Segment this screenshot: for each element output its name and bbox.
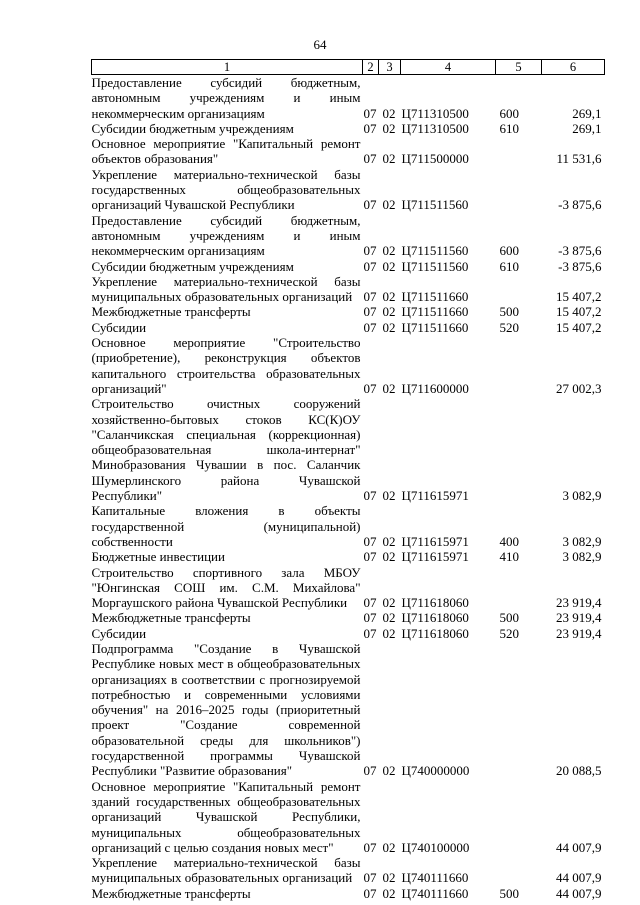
row-expense-kind: 400 <box>499 533 519 549</box>
row-expense-kind: 520 <box>499 319 519 335</box>
row-target-code: Ц740000000 <box>401 763 470 779</box>
row-subsection: 02 <box>382 839 396 855</box>
row-target-code: Ц711511560 <box>401 243 469 259</box>
row-section: 07 <box>363 319 377 335</box>
row-amount: 23 919,4 <box>556 595 602 611</box>
row-expense-kind: 600 <box>499 243 519 259</box>
row-amount: -3 875,6 <box>558 243 602 259</box>
row-amount: 44 007,9 <box>556 870 602 886</box>
table-row <box>92 779 605 855</box>
row-expense-kind: 520 <box>499 625 519 641</box>
row-target-code: Ц711618060 <box>401 625 469 641</box>
table-row <box>92 565 605 611</box>
row-section: 07 <box>363 289 377 305</box>
row-name: Укрепление материально-технической базы государственных общеобразовательных организаций Чувашской Республики <box>91 166 361 213</box>
row-expense-kind <box>496 779 542 855</box>
row-target-code: Ц711310500 <box>401 120 469 136</box>
row-name: Укрепление материально-технической базы муниципальных образовательных организаций <box>91 855 361 886</box>
row-expense-kind <box>496 167 542 213</box>
row-target-code: Ц711618060 <box>401 595 469 611</box>
row-amount: 20 088,5 <box>556 763 602 779</box>
row-name: Предоставление субсидий бюджетным, автономным учреждениям и иным некоммерческим организациям <box>91 212 361 259</box>
row-subsection: 02 <box>382 304 396 320</box>
row-section: 07 <box>363 380 377 396</box>
header-col-4: 4 <box>401 60 496 75</box>
row-subsection: 02 <box>382 595 396 611</box>
row-section: 07 <box>363 105 377 121</box>
table-row <box>92 274 605 305</box>
row-amount: 3 082,9 <box>562 533 602 549</box>
row-subsection: 02 <box>382 763 396 779</box>
row-name: Субсидии бюджетным учреждениям <box>91 120 294 136</box>
row-section: 07 <box>363 885 377 901</box>
row-subsection: 02 <box>382 319 396 335</box>
row-amount: 44 007,9 <box>556 885 602 901</box>
row-section: 07 <box>363 839 377 855</box>
row-name: Капитальные вложения в объекты государственной (муниципальной) собственности <box>91 503 361 549</box>
header-row <box>92 60 605 75</box>
row-subsection: 02 <box>382 289 396 305</box>
row-name: Межбюджетные трансферты <box>91 885 251 901</box>
header-col-5: 5 <box>496 60 542 75</box>
row-name: Основное мероприятие "Капитальный ремонт объектов образования" <box>91 136 361 167</box>
table-row <box>92 320 605 335</box>
row-name: Строительство очистных сооружений хозяйственно-бытовых стоков КС(К)ОУ "Саланчикская специальная (коррекционная) общеобразовательная школа-интернат" Минобразования Чувашии в пос. Саланчик Шумерлинского района Чувашской Республики" <box>91 396 361 504</box>
row-expense-kind <box>496 335 542 396</box>
row-section: 07 <box>363 258 377 274</box>
row-section: 07 <box>363 763 377 779</box>
row-amount: 3 082,9 <box>562 488 602 504</box>
row-section: 07 <box>363 610 377 626</box>
header-col-2: 2 <box>363 60 379 75</box>
header-col-6: 6 <box>542 60 605 75</box>
table-row <box>92 304 605 319</box>
row-target-code: Ц740100000 <box>401 839 470 855</box>
row-target-code: Ц711511560 <box>401 197 469 213</box>
row-section: 07 <box>363 197 377 213</box>
table-row <box>92 549 605 564</box>
row-name: Бюджетные инвестиции <box>91 549 225 565</box>
row-subsection: 02 <box>382 197 396 213</box>
row-target-code: Ц711511660 <box>401 319 469 335</box>
row-subsection: 02 <box>382 258 396 274</box>
row-target-code: Ц740111660 <box>401 870 469 886</box>
table-row <box>92 610 605 625</box>
row-amount: 44 007,9 <box>556 839 602 855</box>
row-section: 07 <box>363 625 377 641</box>
row-subsection: 02 <box>382 885 396 901</box>
row-name: Межбюджетные трансферты <box>91 610 251 626</box>
row-name: Субсидии бюджетным учреждениям <box>91 258 294 274</box>
header-col-1: 1 <box>92 60 363 75</box>
row-expense-kind <box>496 274 542 305</box>
row-amount: 15 407,2 <box>556 304 602 320</box>
row-target-code: Ц711500000 <box>401 151 469 167</box>
row-expense-kind <box>496 396 542 503</box>
table-row <box>92 855 605 886</box>
row-target-code: Ц711615971 <box>401 549 469 565</box>
row-name: Предоставление субсидий бюджетным, автономным учреждениям и иным некоммерческим организациям <box>91 75 361 121</box>
row-target-code: Ц711511660 <box>401 304 469 320</box>
row-section: 07 <box>363 549 377 565</box>
row-subsection: 02 <box>382 549 396 565</box>
row-subsection: 02 <box>382 610 396 626</box>
header-col-3: 3 <box>379 60 401 75</box>
row-amount: 11 531,6 <box>556 151 602 167</box>
row-section: 07 <box>363 151 377 167</box>
table-row <box>92 213 605 259</box>
row-expense-kind: 500 <box>499 304 519 320</box>
row-subsection: 02 <box>382 533 396 549</box>
row-target-code: Ц711511660 <box>401 289 469 305</box>
row-subsection: 02 <box>382 243 396 259</box>
table-row <box>92 136 605 167</box>
table-row <box>92 641 605 779</box>
table-row <box>92 121 605 136</box>
row-name: Подпрограмма "Создание в Чувашской Республике новых мест в общеобразовательных организациях в соответствии с прогнозируемой потребностью и современными условиями обучения" на 2016–2025 годы (приоритетный проект "Создание современной образовательной среды для школьников") государственной программы Чувашской Республики "Развитие образования" <box>91 640 361 779</box>
row-expense-kind: 410 <box>499 549 519 565</box>
table-row <box>92 259 605 274</box>
row-target-code: Ц711615971 <box>401 488 469 504</box>
row-target-code: Ц711511560 <box>401 258 469 274</box>
row-expense-kind: 610 <box>499 120 519 136</box>
row-subsection: 02 <box>382 488 396 504</box>
table-row <box>92 335 605 396</box>
row-amount: 23 919,4 <box>556 610 602 626</box>
row-expense-kind: 500 <box>499 610 519 626</box>
row-name: Межбюджетные трансферты <box>91 304 251 320</box>
table-row <box>92 886 605 901</box>
row-subsection: 02 <box>382 380 396 396</box>
row-amount: 269,1 <box>572 105 602 121</box>
table-row <box>92 75 605 121</box>
row-expense-kind <box>496 641 542 779</box>
row-subsection: 02 <box>382 870 396 886</box>
row-target-code: Ц711600000 <box>401 380 469 396</box>
row-target-code: Ц711618060 <box>401 610 469 626</box>
row-amount: 15 407,2 <box>556 289 602 305</box>
row-name: Укрепление материально-технической базы муниципальных образовательных организаций <box>91 273 361 305</box>
row-subsection: 02 <box>382 151 396 167</box>
page-number: 64 <box>313 37 327 52</box>
row-section: 07 <box>363 870 377 886</box>
row-amount: 23 919,4 <box>556 625 602 641</box>
row-expense-kind <box>496 565 542 611</box>
row-expense-kind: 610 <box>499 258 519 274</box>
row-amount: 27 002,3 <box>556 380 602 396</box>
row-name: Субсидии <box>91 625 147 641</box>
budget-table <box>91 59 605 901</box>
table-body <box>92 75 605 902</box>
row-name: Основное мероприятие "Капитальный ремонт зданий государственных общеобразовательных организаций Чувашской Республики, муниципальных общеобразовательных организаций с целью создания новых мест" <box>91 778 361 855</box>
row-section: 07 <box>363 595 377 611</box>
row-amount: -3 875,6 <box>558 197 602 213</box>
row-subsection: 02 <box>382 625 396 641</box>
row-section: 07 <box>363 120 377 136</box>
row-subsection: 02 <box>382 105 396 121</box>
table-row <box>92 396 605 503</box>
row-target-code: Ц740111660 <box>401 885 469 901</box>
row-section: 07 <box>363 488 377 504</box>
table-row <box>92 626 605 641</box>
row-target-code: Ц711615971 <box>401 533 469 549</box>
row-amount: 15 407,2 <box>556 319 602 335</box>
row-expense-kind: 600 <box>499 105 519 121</box>
row-section: 07 <box>363 533 377 549</box>
row-target-code: Ц711310500 <box>401 105 469 121</box>
row-amount: -3 875,6 <box>558 258 602 274</box>
row-name: Основное мероприятие "Строительство (приобретение), реконструкция объектов капитального строительства образовательных организаций" <box>91 335 361 396</box>
row-subsection: 02 <box>382 120 396 136</box>
row-expense-kind <box>496 136 542 167</box>
row-expense-kind: 500 <box>499 885 519 901</box>
row-expense-kind <box>496 855 542 886</box>
row-amount: 269,1 <box>572 120 602 136</box>
table-row <box>92 503 605 549</box>
row-name: Строительство спортивного зала МБОУ "Юнгинская СОШ им. С.М. Михайлова" Моргаушского района Чувашской Республики <box>91 564 361 611</box>
row-section: 07 <box>363 243 377 259</box>
row-name: Субсидии <box>91 319 147 335</box>
row-amount: 3 082,9 <box>562 549 602 565</box>
table-row <box>92 167 605 213</box>
row-section: 07 <box>363 304 377 320</box>
